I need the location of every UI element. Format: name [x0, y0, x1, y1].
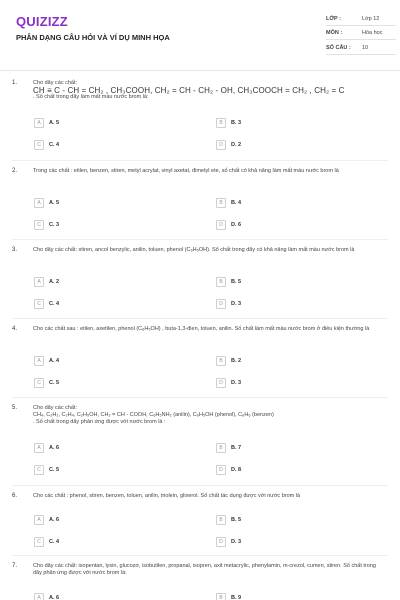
option-label: B. 5: [231, 279, 242, 285]
option-label: D. 3: [231, 539, 242, 545]
option-letter: A: [34, 277, 44, 287]
option-label: B. 2: [231, 358, 242, 364]
meta-underline: [326, 39, 396, 40]
option-label: B. 7: [231, 445, 242, 451]
option-label: A. 6: [49, 595, 60, 600]
question-divider: [12, 160, 388, 161]
option-letter: B: [216, 356, 226, 366]
page-header: [0, 0, 400, 64]
option-label: B. 5: [231, 517, 242, 523]
option-letter: D: [216, 220, 226, 230]
option-label: A. 5: [49, 120, 60, 126]
question-number: 6.: [12, 493, 18, 499]
option-label: A. 6: [49, 445, 60, 451]
question-divider: [12, 239, 388, 240]
question-intro: Cho dãy các chất:: [33, 405, 78, 411]
question-text: Cho các chất : phenol, stiren, benzen, toluen, anilin, triolein, glixerol. Số chất tác dụng được với nước brom là: [33, 493, 301, 499]
option-letter: C: [34, 220, 44, 230]
option-label: D. 6: [231, 222, 242, 228]
meta-key: MÔN :: [326, 30, 343, 36]
option-label: C. 4: [49, 142, 60, 148]
option-label: A. 5: [49, 200, 60, 206]
option-letter: D: [216, 378, 226, 388]
option-letter: B: [216, 118, 226, 128]
option-label: D. 3: [231, 380, 242, 386]
question-number: 5.: [12, 405, 18, 411]
header-divider: [0, 70, 400, 71]
option-letter: D: [216, 537, 226, 547]
option-letter: D: [216, 465, 226, 475]
option-label: D. 2: [231, 142, 242, 148]
question-number: 7.: [12, 563, 18, 569]
option-letter: A: [34, 443, 44, 453]
option-label: B. 4: [231, 200, 242, 206]
question-text: Cho dãy các chất: isopentan, lysin, glucozơ, isobutilen, propanal, isopren, axit metacrylic, phenylamin, m-crezol, cumen, stiren. Số chất trong dãy phản ứng được với nước brom là:: [33, 563, 376, 577]
option-letter: C: [34, 537, 44, 547]
meta-key: LỚP :: [326, 16, 341, 22]
option-label: C. 4: [49, 539, 60, 545]
option-label: C. 4: [49, 301, 60, 307]
option-label: A. 2: [49, 279, 60, 285]
question-text: [33, 80, 395, 102]
option-letter: B: [216, 198, 226, 208]
question-text: [33, 405, 395, 427]
option-label: C. 5: [49, 380, 60, 386]
option-letter: B: [216, 277, 226, 287]
option-letter: B: [216, 593, 226, 600]
option-label: C. 3: [49, 222, 60, 228]
option-letter: B: [216, 515, 226, 525]
document-title: PHÂN DẠNG CÂU HỎI VÀ VÍ DỤ MINH HỌA: [16, 33, 170, 42]
question-number: 1.: [12, 80, 18, 86]
meta-value: Hóa học: [362, 30, 383, 36]
option-letter: D: [216, 140, 226, 150]
option-letter: C: [34, 465, 44, 475]
question-tail: . Số chất trong dãy phản ứng được với nước brom là :: [33, 419, 166, 426]
option-letter: B: [216, 443, 226, 453]
question-divider: [12, 318, 388, 319]
option-label: A. 4: [49, 358, 60, 364]
option-label: D. 8: [231, 467, 242, 473]
question-number: 3.: [12, 247, 18, 253]
question-text: Trong các chất : etilen, benzen, stiren, metyl acrylat, vinyl axetat, đimetyl ete, số chất có khả năng làm mất màu nước brom là: [33, 168, 339, 174]
meta-value: 10: [362, 45, 369, 51]
option-letter: D: [216, 299, 226, 309]
option-label: B. 3: [231, 120, 242, 126]
question-intro: Cho dãy các chất:: [33, 80, 78, 86]
meta-value: Lớp 12: [362, 16, 380, 22]
option-label: C. 5: [49, 467, 60, 473]
question-text: Cho dãy các chất: stiren, ancol benzylic, anilin, toluen, phenol (C₆H₅OH). Số chất trong dãy có khả năng làm mất màu nước brom là: [33, 247, 355, 253]
option-letter: A: [34, 593, 44, 600]
option-label: A. 6: [49, 517, 60, 523]
question-tail: . Số chất trong dãy làm mất màu nước brom là:: [33, 94, 149, 101]
meta-underline: [326, 54, 396, 55]
option-letter: A: [34, 515, 44, 525]
option-letter: C: [34, 299, 44, 309]
option-letter: A: [34, 198, 44, 208]
question-divider: [12, 397, 388, 398]
option-letter: A: [34, 118, 44, 128]
question-number: 2.: [12, 168, 18, 174]
option-letter: C: [34, 140, 44, 150]
question-text: Cho các chất sau : etilen, axetilen, phenol (C₆H₅OH) , buta-1,3-đien, toluen, anilin. Số chất làm mất màu nước brom ở điều kiện thường là: [33, 326, 370, 332]
meta-key: SỐ CÂU :: [326, 45, 351, 51]
option-letter: C: [34, 378, 44, 388]
meta-underline: [326, 25, 396, 26]
question-formula: CH ≡ C - CH = CH₂ , CH₃COOH, CH₂ = CH - CH₂ - OH, CH₃COOCH = CH₂ , CH₂ = C: [33, 86, 345, 96]
question-divider: [12, 485, 388, 486]
question-formula: CH₄, C₂H₂, C₂H₄, C₂H₅OH, CH₂ = CH - COOH, C₆H₅NH₂ (anilin), C₆H₅OH (phenol), C₆H₆ (benzen): [33, 412, 274, 419]
option-label: D. 3: [231, 301, 242, 307]
quizizz-logo: QUIZIZZ: [16, 14, 68, 29]
option-letter: A: [34, 356, 44, 366]
option-label: B. 9: [231, 595, 242, 600]
question-number: 4.: [12, 326, 18, 332]
question-divider: [12, 555, 388, 556]
